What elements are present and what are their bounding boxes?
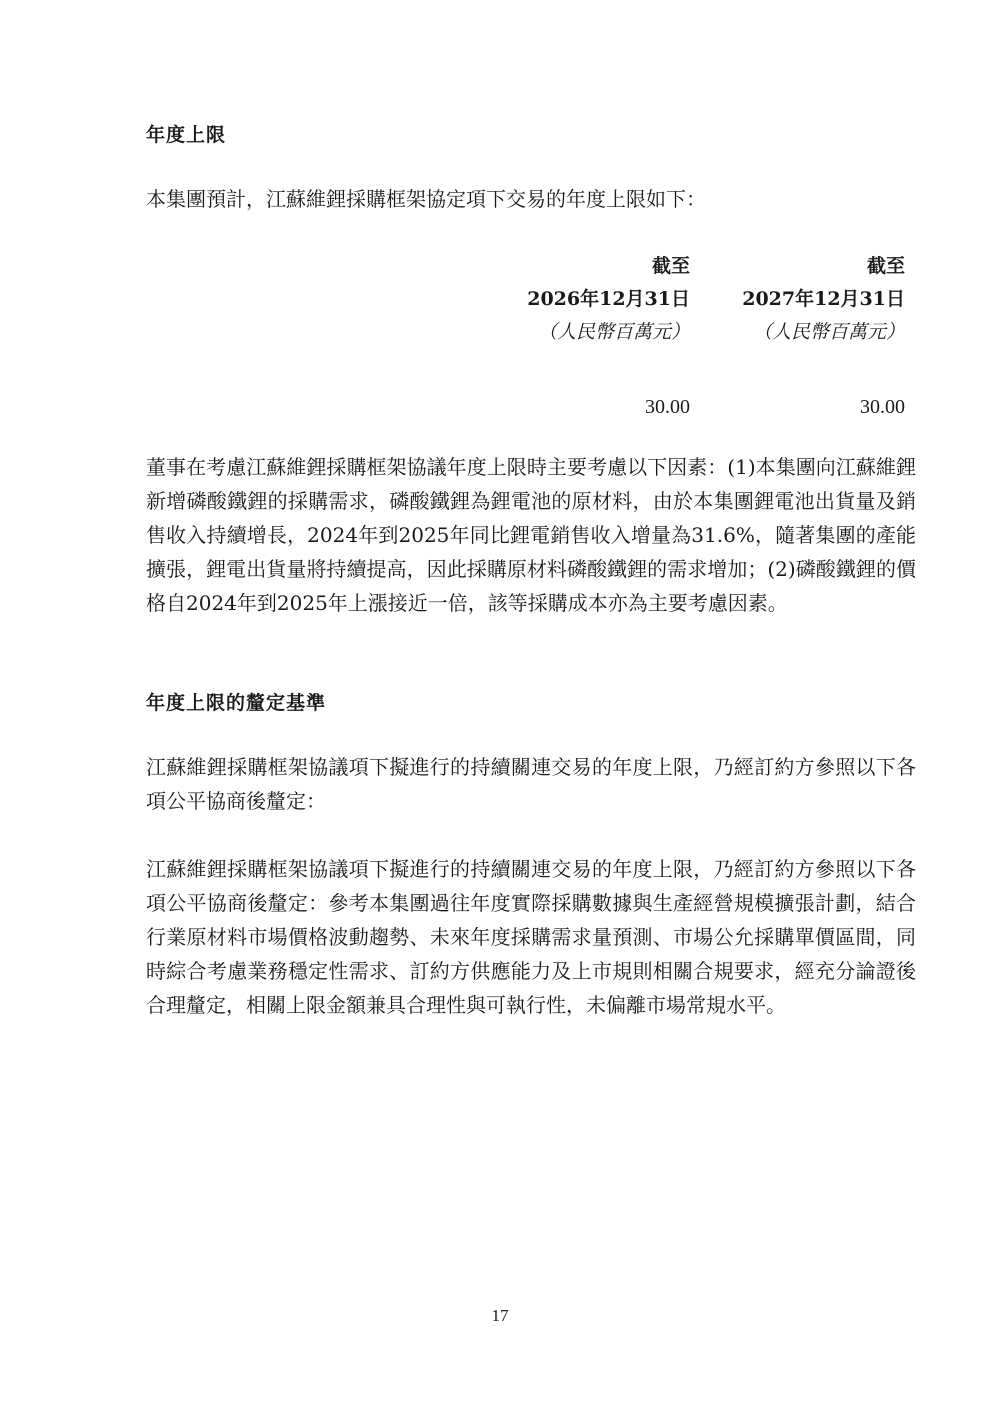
factors-paragraph: 董事在考慮江蘇維鋰採購框架協議年度上限時主要考慮以下因素：(1)本集團向江蘇維鋰新增磷酸鐵鋰的採購需求，磷酸鐵鋰為鋰電池的原材料，由於本集團鋰電池出貨量及銷售收入持續增長，2024年到2025年同比鋰電銷售收入增量為31.6%，隨著集團的產能擴張，鋰電出貨量將持續提高，因此採購原材料磷酸鐵鋰的需求增加；(2)磷酸鐵鋰的價格自2024年到2025年上漲接近一倍，該等採購成本亦為主要考慮因素。 [146,455,916,615]
column-date: 2026年12月31日 [527,288,690,310]
page-number: 17 [491,1306,509,1325]
basis-heading: 年度上限的釐定基準 [146,692,327,714]
column-period-label: 截至 [866,255,905,277]
intro-paragraph: 本集團預計，江蘇維鋰採購框架協定項下交易的年度上限如下： [146,187,706,211]
cap-column-2026 [490,250,690,422]
basis-paragraph-2: 江蘇維鋰採購框架協議項下擬進行的持續關連交易的年度上限，乃經訂約方參照以下各項公平協商後釐定：參考本集團過往年度實際採購數據與生產經營規模擴張計劃，結合行業原材料市場價格波動趨勢、未來年度採購需求量預測、市場公允採購單價區間，同時綜合考慮業務穩定性需求、訂約方供應能力及上市規則相關合規要求，經充分論證後合理釐定，相關上限金額兼具合理性與可執行性，未偏離市場常規水平。 [146,857,916,1017]
column-unit: （人民幣百萬元） [537,321,690,343]
cap-value-2026: 30.00 [645,396,690,418]
annual-cap-heading: 年度上限 [146,124,227,146]
column-unit: （人民幣百萬元） [752,321,905,343]
cap-column-2027 [705,250,905,422]
column-period-label: 截至 [651,255,690,277]
column-date: 2027年12月31日 [742,288,905,310]
cap-value-2027: 30.00 [860,396,905,418]
basis-paragraph-1: 江蘇維鋰採購框架協議項下擬進行的持續關連交易的年度上限，乃經訂約方參照以下各項公平協商後釐定： [146,755,916,813]
